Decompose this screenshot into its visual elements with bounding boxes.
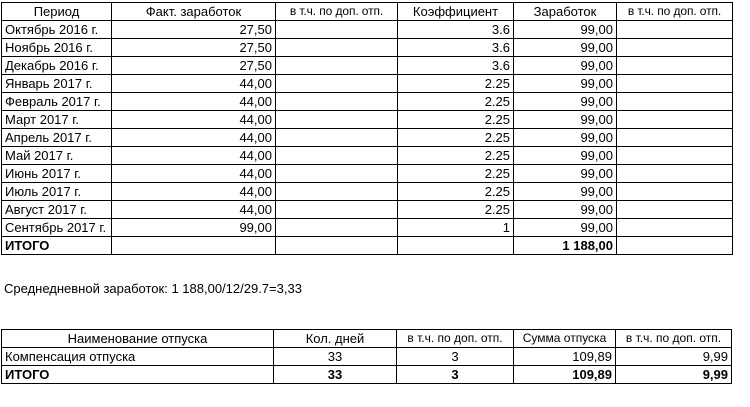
row-period: Май 2017 г. [2,147,112,165]
row-incl-extra-leave-2 [617,219,733,237]
row-period: Июль 2017 г. [2,183,112,201]
earnings-row [2,129,733,147]
row-incl-extra-leave [276,147,398,165]
row-incl-extra-leave [276,57,398,75]
header-days: Кол. дней [274,330,397,348]
row-earnings: 99,00 [514,75,617,93]
total-incl-cell [276,237,398,255]
earnings-row [2,75,733,93]
row-incl-extra-leave [276,75,398,93]
total-label: ИТОГО [2,237,112,255]
row-actual-earnings: 44,00 [112,129,276,147]
row-incl-extra-leave-2 [617,183,733,201]
leave-total-label: ИТОГО [2,366,274,384]
row-earnings: 99,00 [514,165,617,183]
earnings-row [2,183,733,201]
header-coefficient: Коэффициент [398,3,514,21]
row-actual-earnings: 99,00 [112,219,276,237]
total-actual-cell [112,237,276,255]
leave-total-incl-days: 3 [397,366,514,384]
row-incl-extra-leave-2 [617,93,733,111]
leave-row [2,348,732,366]
row-incl-extra-leave-2 [617,129,733,147]
header-incl-extra-days: в т.ч. по доп. отп. [397,330,514,348]
row-earnings: 99,00 [514,21,617,39]
row-actual-earnings: 44,00 [112,165,276,183]
earnings-row [2,111,733,129]
earnings-header-row [2,3,733,21]
header-period: Период [2,3,112,21]
row-coefficient: 3.6 [398,39,514,57]
leave-total-days: 33 [274,366,397,384]
row-actual-earnings: 27,50 [112,57,276,75]
header-incl-extra-leave: в т.ч. по доп. отп. [276,3,398,21]
row-actual-earnings: 44,00 [112,201,276,219]
row-incl-extra-leave [276,21,398,39]
row-actual-earnings: 44,00 [112,75,276,93]
leave-table-body [2,348,732,384]
row-incl-extra-leave-2 [617,111,733,129]
leave-total-row [2,366,732,384]
row-actual-earnings: 27,50 [112,39,276,57]
row-coefficient: 3.6 [398,21,514,39]
earnings-total-row [2,237,733,255]
row-earnings: 99,00 [514,201,617,219]
leave-row-name: Компенсация отпуска [2,348,274,366]
row-earnings: 99,00 [514,57,617,75]
row-actual-earnings: 44,00 [112,111,276,129]
header-earnings: Заработок [514,3,617,21]
leave-row-sum: 109,89 [514,348,616,366]
earnings-row [2,57,733,75]
earnings-row [2,21,733,39]
row-incl-extra-leave-2 [617,39,733,57]
row-coefficient: 1 [398,219,514,237]
row-period: Октябрь 2016 г. [2,21,112,39]
earnings-table [1,2,733,255]
row-incl-extra-leave [276,129,398,147]
total-incl2-cell [617,237,733,255]
row-earnings: 99,00 [514,39,617,57]
row-actual-earnings: 44,00 [112,147,276,165]
row-period: Август 2017 г. [2,201,112,219]
leave-row-days: 33 [274,348,397,366]
row-earnings: 99,00 [514,93,617,111]
row-period: Апрель 2017 г. [2,129,112,147]
row-incl-extra-leave [276,183,398,201]
row-incl-extra-leave [276,219,398,237]
row-period: Июнь 2017 г. [2,165,112,183]
header-leave-sum: Сумма отпуска [514,330,616,348]
average-daily-earnings: Среднедневной заработок: 1 188,00/12/29.7=3,33 [4,281,302,296]
header-leave-name: Наименование отпуска [2,330,274,348]
earnings-row [2,165,733,183]
row-coefficient: 3.6 [398,57,514,75]
row-earnings: 99,00 [514,111,617,129]
leave-total-sum: 109,89 [514,366,616,384]
row-incl-extra-leave-2 [617,57,733,75]
leave-row-incl-days: 3 [397,348,514,366]
row-coefficient: 2.25 [398,75,514,93]
earnings-row [2,201,733,219]
row-incl-extra-leave [276,165,398,183]
row-actual-earnings: 27,50 [112,21,276,39]
row-incl-extra-leave-2 [617,147,733,165]
total-earnings: 1 188,00 [514,237,617,255]
header-incl-extra-leave-2: в т.ч. по доп. отп. [617,3,733,21]
row-coefficient: 2.25 [398,201,514,219]
row-period: Январь 2017 г. [2,75,112,93]
row-coefficient: 2.25 [398,111,514,129]
row-coefficient: 2.25 [398,147,514,165]
row-period: Февраль 2017 г. [2,93,112,111]
row-incl-extra-leave [276,39,398,57]
row-incl-extra-leave-2 [617,201,733,219]
row-period: Декабрь 2016 г. [2,57,112,75]
row-earnings: 99,00 [514,183,617,201]
earnings-table-body [2,21,733,255]
leave-table [1,329,732,384]
earnings-row [2,39,733,57]
row-period: Март 2017 г. [2,111,112,129]
header-incl-extra-sum: в т.ч. по доп. отп. [616,330,732,348]
earnings-row [2,219,733,237]
row-earnings: 99,00 [514,147,617,165]
row-actual-earnings: 44,00 [112,93,276,111]
row-earnings: 99,00 [514,129,617,147]
row-incl-extra-leave [276,111,398,129]
row-coefficient: 2.25 [398,129,514,147]
row-actual-earnings: 44,00 [112,183,276,201]
row-incl-extra-leave [276,93,398,111]
row-coefficient: 2.25 [398,183,514,201]
total-coef-cell [398,237,514,255]
leave-row-incl-sum: 9,99 [616,348,732,366]
row-incl-extra-leave [276,201,398,219]
row-incl-extra-leave-2 [617,75,733,93]
row-incl-extra-leave-2 [617,165,733,183]
row-coefficient: 2.25 [398,93,514,111]
row-earnings: 99,00 [514,219,617,237]
leave-header-row [2,330,732,348]
row-period: Ноябрь 2016 г. [2,39,112,57]
header-actual-earnings: Факт. заработок [112,3,276,21]
earnings-row [2,93,733,111]
row-period: Сентябрь 2017 г. [2,219,112,237]
earnings-row [2,147,733,165]
leave-total-incl-sum: 9,99 [616,366,732,384]
row-coefficient: 2.25 [398,165,514,183]
row-incl-extra-leave-2 [617,21,733,39]
